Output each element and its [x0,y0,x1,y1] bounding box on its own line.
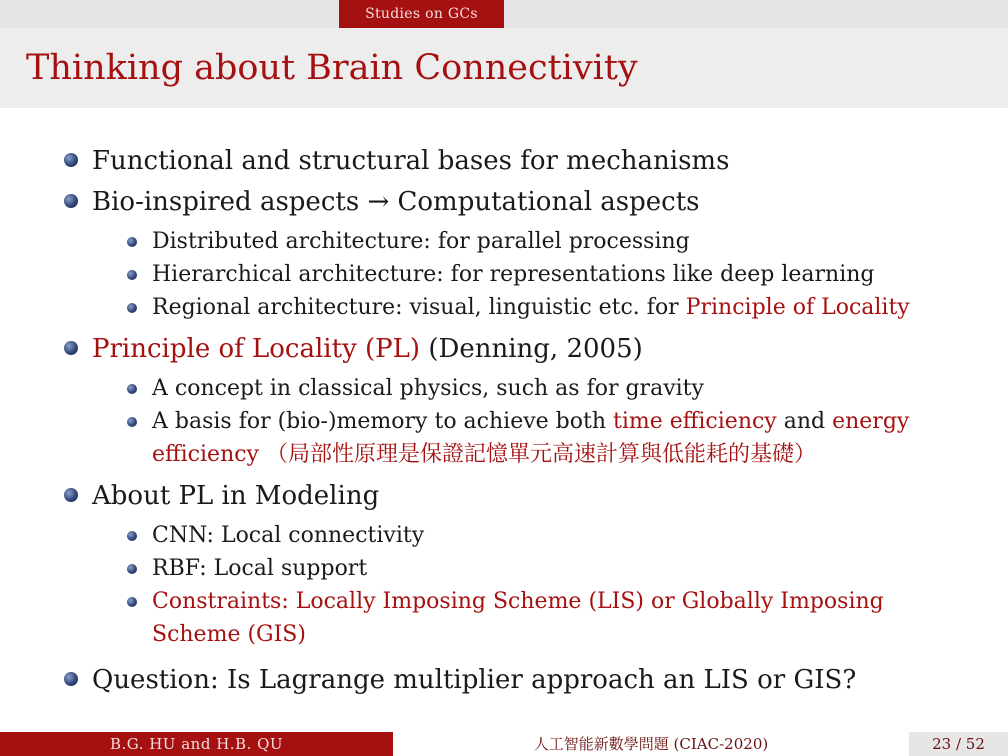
sub-bullet-icon [127,564,137,574]
footer-authors: B.G. HU and H.B. QU [0,732,393,756]
item-text: Regional architecture: visual, linguistic etc. for [152,295,686,320]
sub-item-memory-basis [152,407,909,437]
highlight-text: time efficiency [613,409,777,434]
sub-item-regional [152,293,910,323]
sub-item-hierarchical [152,260,875,290]
footer-event: 人工智能新數學問題 (CIAC-2020) [393,732,909,756]
highlight-text: Scheme (GIS) [152,622,306,647]
sub-item-rbf [152,554,367,584]
bullet-icon [64,488,78,502]
sub-item-distributed [152,227,690,257]
sub-item-memory-basis-continued [152,440,816,470]
item-text: A basis for (bio-)memory to achieve both [152,409,613,434]
footer-page-number: 23 / 52 [909,732,1008,756]
highlight-text: Principle of Locality [685,295,910,320]
title-bar [0,28,1008,108]
highlight-text: Principle of Locality (PL) [92,334,421,364]
footer-bar [0,732,1008,756]
item-text: Distributed architecture: for parallel processing [152,229,690,254]
item-text: (Denning, 2005) [420,334,643,364]
bullet-icon [64,194,78,208]
slide-title: Thinking about Brain Connectivity [26,48,638,88]
bullet-icon [64,341,78,355]
item-text: About PL in Modeling [92,481,380,511]
sub-bullet-icon [127,417,137,427]
item-text: Functional and structural bases for mechanisms [92,146,730,176]
bullet-item-principle-of-locality [92,332,643,366]
sub-bullet-icon [127,531,137,541]
item-text: Bio-inspired aspects → Computational aspects [92,187,700,217]
bullet-icon [64,672,78,686]
sub-bullet-icon [127,303,137,313]
sub-item-classical-physics [152,374,704,404]
bullet-item-bio-inspired [92,185,700,219]
chinese-annotation: （局部性原理是保證記憶單元高速計算與低能耗的基礎） [265,442,816,467]
highlight-text: Constraints: Locally Imposing Scheme (LIS) or Globally Imposing [152,589,884,614]
item-text: CNN: Local connectivity [152,523,425,548]
sub-bullet-icon [127,270,137,280]
item-text: and [776,409,833,434]
item-text: Question: Is Lagrange multiplier approach an LIS or GIS? [92,665,857,695]
item-text: Hierarchical architecture: for representations like deep learning [152,262,875,287]
bullet-item-pl-in-modeling [92,479,379,513]
highlight-text: energy [832,409,910,434]
item-text: RBF: Local support [152,556,368,581]
top-navigation-bar [0,0,1008,28]
sub-bullet-icon [127,384,137,394]
section-label[interactable]: Studies on GCs [339,0,504,28]
sub-item-cnn [152,521,424,551]
item-text: A concept in classical physics, such as for gravity [152,376,704,401]
bullet-item-question [92,663,856,697]
highlight-text: efficiency [152,442,259,467]
bullet-icon [64,153,78,167]
sub-item-constraints [152,587,884,617]
sub-bullet-icon [127,237,137,247]
sub-bullet-icon [127,597,137,607]
bullet-item-functional [92,144,729,178]
sub-item-constraints-continued [152,620,306,650]
